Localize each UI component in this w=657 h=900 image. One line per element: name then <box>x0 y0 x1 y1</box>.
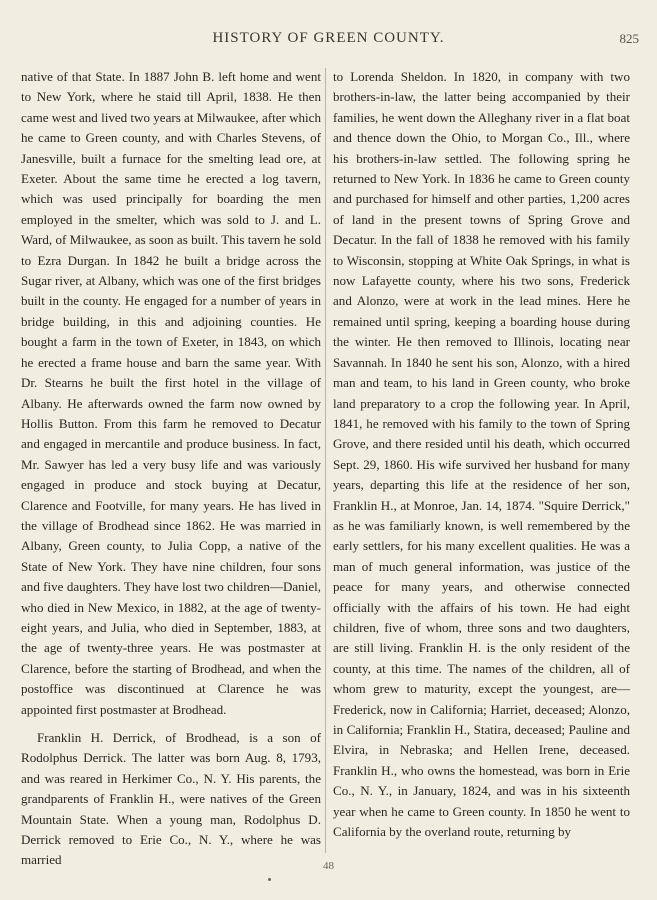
running-title: HISTORY OF GREEN COUNTY. <box>212 30 445 46</box>
page-header <box>0 30 657 54</box>
right-paragraph-1: to Lorenda Sheldon. In 1820, in company with two brothers-in-law, the latter being accompanied by their families, he went down the Alleghany river in a flat boat and thence down the Ohio, to Morgan Co., Ill., where his brothers-in-law settled. The following spring he returned to New York. In 1836 he came to Green county and purchased for himself and other parties, 1,200 acres of land in the present towns of Spring Grove and Decatur. In the fall of 1838 he removed with his family to Wisconsin, stopping at White Oak Springs, in what is now Lafayette county, where his two sons, Frederick and Alonzo, were at work in the lead mines. Here he remained until spring, keeping a boarding house during the winter. He then removed to Illinois, locating near Savannah. In 1840 he sent his son, Alonzo, with a hired man and team, to his land in Green county, who broke land preparatory to a crop the following year. In April, 1841, he removed with his family to the town of Spring Grove, and there resided until his death, which occurred Sept. 29, 1860. His wife survived her husband for many years, departing this life at the residence of her son, Franklin H., at Monroe, Jan. 14, 1874. "Squire Derrick," as he was familiarly known, is well remembered by the early settlers, for his many excellent qualities. He was a man of much general information, was justice of the peace for many years, and otherwise connected officially with the affairs of his town. He had eight children, five of whom, three sons and two daughters, are still living. Franklin H. is the only resident of the county, at this time. The names of the children, all of whom grew to maturity, except the youngest, are—Frederick, now in California; Harriet, deceased; Alonzo, in California; Franklin H., Statira, deceased; Pauline and Elvira, in Nebraska; and Hellen Irene, deceased. Franklin H., who owns the homestead, was born in Erie Co., N. Y., in January, 1824, and was in his sixteenth year when he came to Green county. In 1850 he went to California by the overland route, returning by <box>333 69 630 840</box>
paper-speck <box>268 878 271 881</box>
page-number: 48 <box>323 860 334 872</box>
left-column <box>21 67 321 871</box>
left-paragraph-1: native of that State. In 1887 John B. left home and went to New York, where he staid till April, 1838. He then came west and lived two years at Milwaukee, after which he came to Green county, and with Charles Stevens, of Janesville, built a furnace for the smelting lead ore, at Exeter. About the same time he erected a log tavern, which was used principally for boarding the men employed in the smelter, which was sold to J. and L. Ward, of Milwaukee, as soon as built. This tavern he sold to Ezra Durgan. In 1842 he built a bridge across the Sugar river, at Albany, which was one of the first bridges built in the county. He engaged for a number of years in bridge building, in this and adjoining counties. He bought a farm in the town of Exeter, in 1843, on which he erected a frame house and barn the same year. With Dr. Stearns he built the first hotel in the village of Albany. He afterwards owned the farm now owned by Hollis Button. From this farm he removed to Decatur and engaged in mercantile and produce business. In fact, Mr. Sawyer has led a very busy life and was variously engaged in produce and stock buying at Decatur, Clarence and Footville, for many years. He has lived in the village of Brodhead since 1862. He was married in Albany, Green county, to Julia Copp, a native of the State of New York. They have nine children, four sons and five daughters. They have lost two children—Daniel, who died in New Mexico, in 1882, at the age of twenty-eight years, and Julia, who died in September, 1883, at the age of twenty-three years. He was postmaster at Clarence, before the starting of Brodhead, and when the postoffice was discontinued at Clarence he was appointed first postmaster at Brodhead. <box>21 69 321 717</box>
left-paragraph-2: Franklin H. Derrick, of Brodhead, is a son of Rodolphus Derrick. The latter was born Aug. 8, 1793, and was reared in Herkimer Co., N. Y. His parents, the grandparents of Franklin H., were natives of the Green Mountain State. When a young man, Rodolphus D. Derrick removed to Erie Co., N. Y., where he was married <box>21 730 321 868</box>
right-column <box>333 67 630 842</box>
folio-number: 825 <box>619 31 639 46</box>
column-divider <box>325 68 326 853</box>
